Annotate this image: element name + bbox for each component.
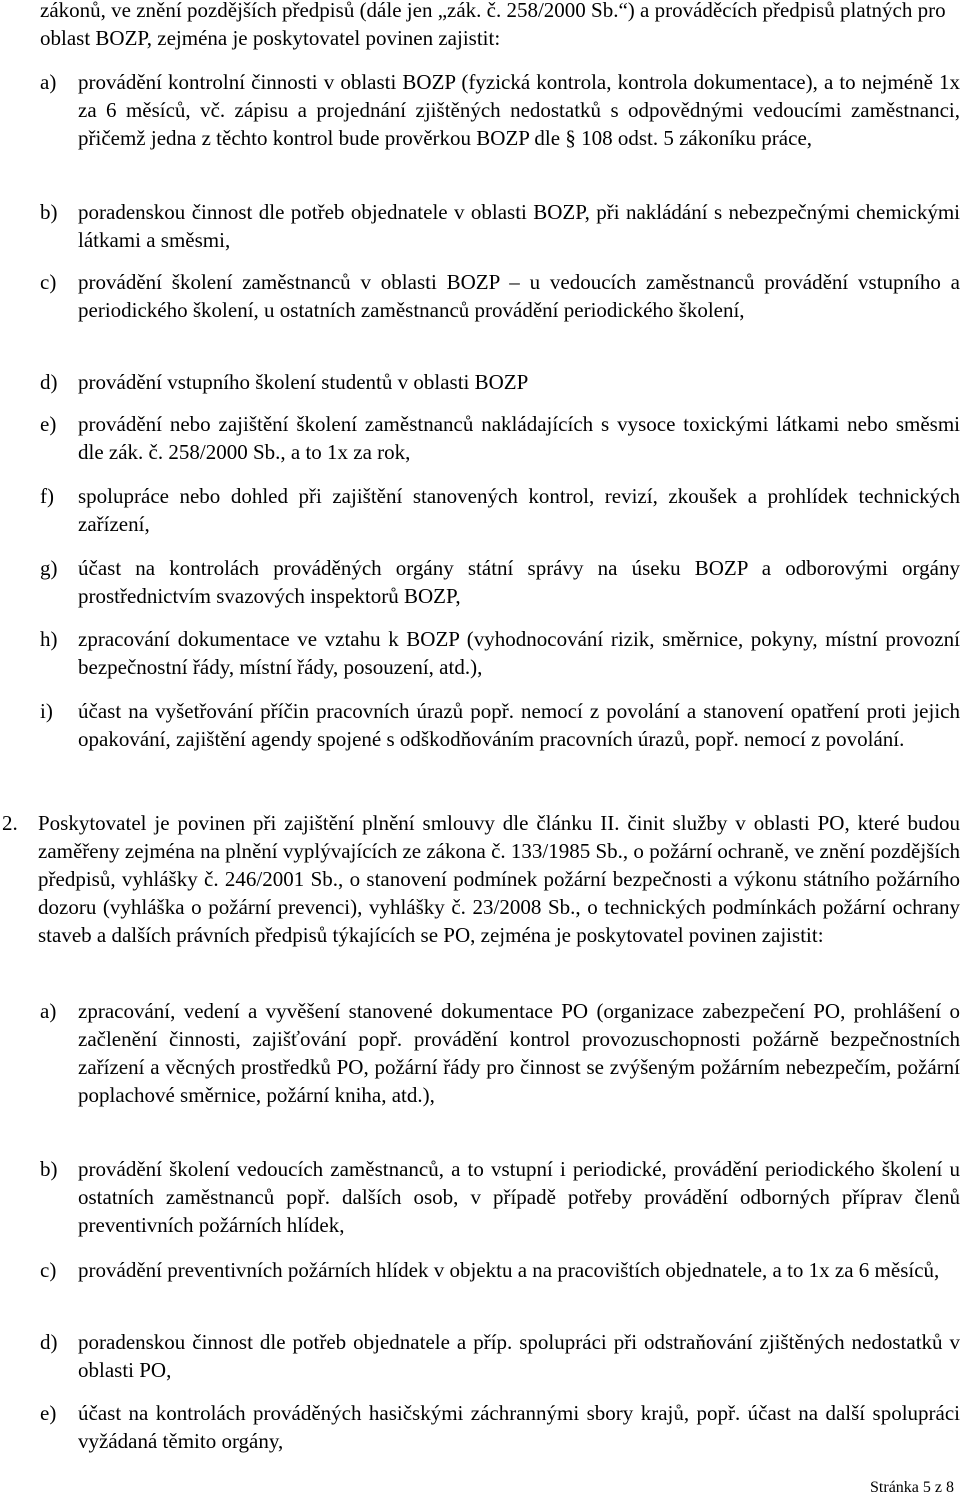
intro-paragraph: zákonů, ve znění pozdějších předpisů (dále jen „zák. č. 258/2000 Sb.“) a prováděcích předpisů platných pro oblast BOZP, zejména je poskytovatel povinen zajistit: <box>40 0 946 50</box>
list-item-text: zpracování, vedení a vyvěšení stanovené dokumentace PO (organizace zabezpečení PO, prohlášení o začlenění činnosti, zajišťování popř. provádění kontrol provozuschopnosti požárně bezpečnostních zařízení a věcných prostředků PO, požární řády pro činnost se zvýšeným požárním nebezpečím, požární poplachové směrnice, požární kniha, atd.), <box>78 999 960 1107</box>
list-marker: b) <box>40 1157 58 1181</box>
list-item-text: účast na kontrolách prováděných orgány státní správy na úseku BOZP a odborovými orgány prostřednictvím svazových inspektorů BOZP, <box>78 556 960 608</box>
list-marker: h) <box>40 627 58 651</box>
list-item-text: poradenskou činnost dle potřeb objednatele v oblasti BOZP, při nakládání s nebezpečnými chemickými látkami a směsmi, <box>78 200 960 252</box>
list-item-2d <box>40 1328 960 1384</box>
section-2-paragraph <box>2 809 960 949</box>
list-marker: g) <box>40 556 58 580</box>
list-item-1b <box>40 198 960 254</box>
list-item-text: účast na vyšetřování příčin pracovních úrazů popř. nemocí z povolání a stanovení opatření proti jejich opakování, zajištění agendy spojené s odškodňováním pracovních úrazů, popř. nemocí z povolání. <box>78 699 960 751</box>
section-text: Poskytovatel je povinen při zajištění plnění smlouvy dle článku II. činit služby v oblasti PO, které budou zaměřeny zejména na plnění vyplývajících ze zákona č. 133/1985 Sb., o požární ochraně, ve znění pozdějších předpisů, vyhlášky č. 246/2001 Sb., o stanovení podmínek požární bezpečnosti a výkonu státního požárního dozoru (vyhláška o požární prevenci), vyhlášky č. 23/2008 Sb., o technických podmínkách požární ochrany staveb a dalších právních předpisů týkajících se PO, zejména je poskytovatel povinen zajistit: <box>38 811 960 947</box>
list-item-text: provádění vstupního školení studentů v oblasti BOZP <box>78 370 529 394</box>
list-item-1a <box>40 68 960 152</box>
list-marker: f) <box>40 484 54 508</box>
list-item-2b <box>40 1155 960 1239</box>
list-item-2c <box>40 1256 960 1284</box>
list-item-1g <box>40 554 960 610</box>
list-item-1h <box>40 625 960 681</box>
list-item-2e <box>40 1399 960 1455</box>
list-item-2a <box>40 997 960 1109</box>
list-marker: e) <box>40 1401 57 1425</box>
section-number: 2. <box>2 811 18 835</box>
list-marker: c) <box>40 270 57 294</box>
list-marker: c) <box>40 1258 57 1282</box>
list-item-1f <box>40 482 960 538</box>
list-marker: d) <box>40 1330 58 1354</box>
list-marker: b) <box>40 200 58 224</box>
list-marker: e) <box>40 412 57 436</box>
list-item-text: provádění školení zaměstnanců v oblasti BOZP – u vedoucích zaměstnanců provádění vstupního a periodického školení, u ostatních zaměstnanců provádění periodického školení, <box>78 270 960 322</box>
list-item-text: provádění školení vedoucích zaměstnanců, a to vstupní i periodické, provádění periodického školení u ostatních zaměstnanců popř. dalších osob, v případě potřeby provádění odborných příprav členů preventivních požárních hlídek, <box>78 1157 960 1237</box>
list-item-text: provádění preventivních požárních hlídek v objektu a na pracovištích objednatele, a to 1x za 6 měsíců, <box>78 1258 940 1282</box>
page-number: Stránka 5 z 8 <box>870 1479 954 1496</box>
list-item-1e <box>40 410 960 466</box>
list-item-text: provádění nebo zajištění školení zaměstnanců nakládajících s vysoce toxickými látkami nebo směsmi dle zák. č. 258/2000 Sb., a to 1x za rok, <box>78 412 960 464</box>
list-item-text: provádění kontrolní činnosti v oblasti BOZP (fyzická kontrola, kontrola dokumentace), a to nejméně 1x za 6 měsíců, vč. zápisu a projednání zjištěných nedostatků s odpovědnými vedoucími zaměstnanci, přičemž jedna z těchto kontrol bude prověrkou BOZP dle § 108 odst. 5 zákoníku práce, <box>78 70 960 150</box>
list-marker: a) <box>40 70 57 94</box>
list-item-text: spolupráce nebo dohled při zajištění stanovených kontrol, revizí, zkoušek a prohlídek technických zařízení, <box>78 484 960 536</box>
list-item-1c <box>40 268 960 324</box>
list-marker: i) <box>40 699 53 723</box>
list-item-text: poradenskou činnost dle potřeb objednatele a příp. spolupráci při odstraňování zjištěných nedostatků v oblasti PO, <box>78 1330 960 1382</box>
list-item-text: účast na kontrolách prováděných hasičskými záchrannými sbory krajů, popř. účast na další spolupráci vyžádaná těmito orgány, <box>78 1401 960 1453</box>
list-item-1d <box>40 368 960 396</box>
list-marker: d) <box>40 370 58 394</box>
list-item-1i <box>40 697 960 753</box>
list-item-text: zpracování dokumentace ve vztahu k BOZP (vyhodnocování rizik, směrnice, pokyny, místní provozní bezpečnostní řády, místní řády, posouzení, atd.), <box>78 627 960 679</box>
list-marker: a) <box>40 999 57 1023</box>
